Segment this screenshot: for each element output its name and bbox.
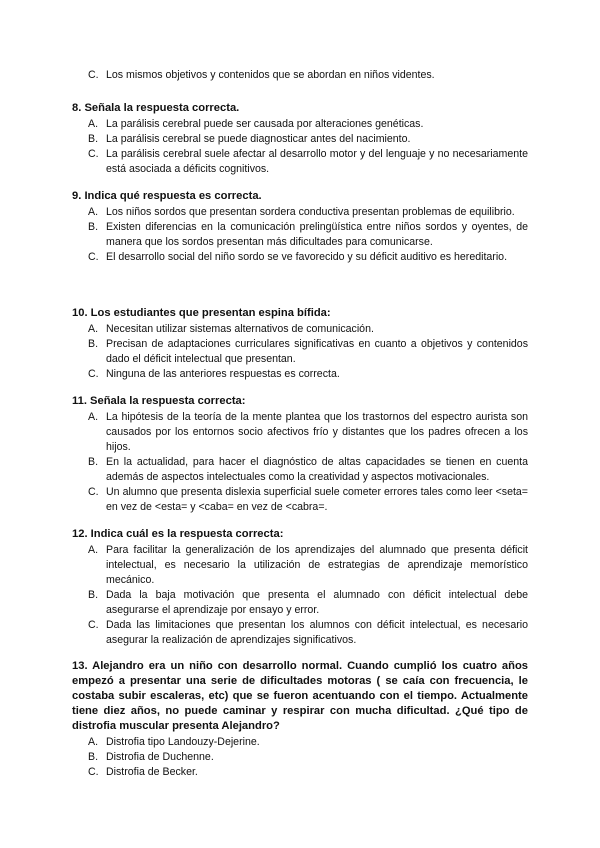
option-c <box>72 485 528 515</box>
option-c <box>72 618 528 648</box>
option-a <box>72 410 528 455</box>
question-13 <box>72 659 528 780</box>
option-letter: C. <box>88 766 99 778</box>
option-letter: A. <box>88 206 99 218</box>
question-title: 12. Indica cuál es la respuesta correcta: <box>72 528 284 540</box>
option-c <box>72 367 528 382</box>
option-b <box>72 220 528 250</box>
option-b <box>72 588 528 618</box>
question-title: 8. Señala la respuesta correcta. <box>72 102 240 114</box>
option-a <box>72 322 528 337</box>
option-text: Dada la baja motivación que presenta el alumnado con déficit intelectual debe asegurarse el aprendizaje por ensayo y error. <box>106 589 528 616</box>
question-8 <box>72 101 528 177</box>
option-letter: A. <box>88 411 99 423</box>
option-text: El desarrollo social del niño sordo se ve favorecido y su déficit auditivo es hereditario. <box>106 251 508 263</box>
option-text: Distrofia tipo Landouzy-Dejerine. <box>106 736 260 748</box>
option-letter: B. <box>88 221 99 233</box>
option-letter: B. <box>88 589 99 601</box>
option-text: Necesitan utilizar sistemas alternativos de comunicación. <box>106 323 374 335</box>
question-9 <box>72 189 528 265</box>
option-letter: C. <box>88 69 99 81</box>
question-title: 13. Alejandro era un niño con desarrollo normal. Cuando cumplió los cuatro años empezó a presentar una serie de dificultades motoras ( se caía con frecuencia, le costaba subir escaleras, etc) que se fueron acentuando con el tiempo. Actualmente tiene diez años, no puede caminar y respirar con mucha dificultad. ¿Qué tipo de distrofia muscular presenta Alejandro? <box>72 660 528 732</box>
option-letter: B. <box>88 133 99 145</box>
option-text: Precisan de adaptaciones curriculares significativas en cuanto a objetivos y contenidos dado el déficit intelectual que presentan. <box>106 338 528 365</box>
option-a <box>72 735 528 750</box>
option-letter: A. <box>88 118 99 130</box>
option-letter: C. <box>88 251 99 263</box>
option-text: Distrofia de Duchenne. <box>106 751 214 763</box>
option-list <box>72 543 528 648</box>
question-11 <box>72 394 528 515</box>
option-text: Para facilitar la generalización de los aprendizajes del alumnado que presenta déficit intelectual, es necesario la utilización de estrategias de aprendizaje memorístico mecánico. <box>106 544 528 586</box>
option-letter: A. <box>88 544 99 556</box>
option-text: La parálisis cerebral se puede diagnosticar antes del nacimiento. <box>106 133 411 145</box>
option-text: Distrofia de Becker. <box>106 766 198 778</box>
option-text: Ninguna de las anteriores respuestas es correcta. <box>106 368 340 380</box>
option-text: Dada las limitaciones que presentan los alumnos con déficit intelectual, es necesario asegurar la realización de aprendizajes significativos. <box>106 619 528 646</box>
question-title: 10. Los estudiantes que presentan espina bífida: <box>72 307 331 319</box>
option-b <box>72 750 528 765</box>
option-text: Los niños sordos que presentan sordera conductiva presentan problemas de equilibrio. <box>106 206 515 218</box>
option-letter: B. <box>88 338 99 350</box>
question-title: 9. Indica qué respuesta es correcta. <box>72 190 262 202</box>
option-letter: A. <box>88 323 99 335</box>
question-7-option-c <box>88 68 528 83</box>
option-c <box>72 765 528 780</box>
option-list <box>72 205 528 265</box>
option-letter: B. <box>88 456 99 468</box>
option-letter: C. <box>88 619 99 631</box>
option-letter: A. <box>88 736 99 748</box>
option-list <box>72 322 528 382</box>
option-text: Un alumno que presenta dislexia superficial suele cometer errores tales como leer <seta= en vez de <esta= y <caba= en vez de <cabra=. <box>106 486 528 513</box>
question-10 <box>72 306 528 382</box>
option-c <box>72 250 528 265</box>
option-letter: C. <box>88 486 99 498</box>
option-text: En la actualidad, para hacer el diagnóstico de altas capacidades se tienen en cuenta además de aspectos intelectuales como la creatividad y aspectos motivacionales. <box>106 456 528 483</box>
option-text: La parálisis cerebral suele afectar al desarrollo motor y del lenguaje y no necesariamente está asociada a déficits cognitivos. <box>106 148 528 175</box>
question-title: 11. Señala la respuesta correcta: <box>72 395 246 407</box>
option-letter: C. <box>88 148 99 160</box>
option-letter: B. <box>88 751 99 763</box>
option-a <box>72 117 528 132</box>
option-b <box>72 132 528 147</box>
option-c <box>72 147 528 177</box>
option-text: Existen diferencias en la comunicación prelingüística entre niños sordos y oyentes, de manera que los sordos presentan más dificultades para comunicarse. <box>106 221 528 248</box>
question-12 <box>72 527 528 648</box>
option-text: Los mismos objetivos y contenidos que se abordan en niños videntes. <box>106 69 435 81</box>
option-list <box>72 117 528 177</box>
option-a <box>72 205 528 220</box>
option-letter: C. <box>88 368 99 380</box>
option-list <box>72 735 528 780</box>
option-list <box>72 410 528 515</box>
option-text: La hipótesis de la teoría de la mente plantea que los trastornos del espectro aurista son causados por los entornos socio afectivos frío y distantes que los padres ofrecen a los hijos. <box>106 411 528 453</box>
option-b <box>72 337 528 367</box>
option-a <box>72 543 528 588</box>
option-b <box>72 455 528 485</box>
option-text: La parálisis cerebral puede ser causada por alteraciones genéticas. <box>106 118 424 130</box>
